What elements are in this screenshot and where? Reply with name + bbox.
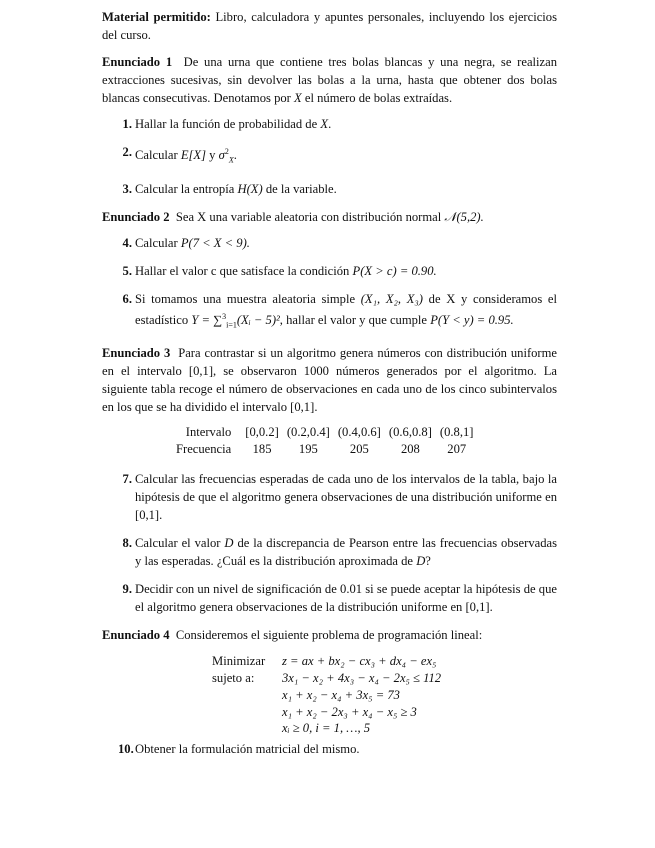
question-number: 10. [118, 742, 134, 757]
math-X: X [294, 91, 302, 105]
enunciado-label: Enunciado 2 [102, 209, 170, 224]
math-interval: [0,1] [188, 364, 214, 379]
question-text: Calcular el valor D de la discrepancia de Pearson entre las frecuencias observadas y las esperadas. ¿Cuál es la distribución aproximada de D? [135, 536, 558, 569]
enunciado-text: Para contrastar si un algoritmo genera números con distribución uniforme en el intervalo [102, 346, 558, 379]
enunciado-text: Sea X una variable aleatoria con distribución normal [175, 209, 442, 224]
table-cell: 207 [447, 442, 467, 457]
lp-objective-row [212, 652, 436, 670]
table-cell: 205 [349, 442, 369, 457]
row-label: Intervalo [185, 425, 232, 440]
question-item [118, 115, 557, 133]
row-label: Frecuencia [176, 442, 232, 457]
table-cell: 208 [400, 442, 420, 457]
enunciado-label: Enunciado 1 [102, 55, 173, 69]
math-interval: [0,1] [290, 400, 315, 415]
enunciado-1 [102, 53, 557, 107]
lp-constraint: 3x₁ − x₂ + 4x₃ − x₄ − 2x₅ ≤ 112 [282, 671, 442, 686]
question-text: Si tomamos una muestra aleatoria simple (X₁, X₂, X₃) de X y consideramos el estadístico Y = ∑$^3_{i=1}$(Xᵢ − 5)², hallar el valor y que cumple P(Y < y) = 0.95. [135, 291, 557, 330]
enunciado-label: Enunciado 3 [102, 346, 171, 361]
question-text: Hallar el valor c que satisface la condición P(X > c) = 0.90. [135, 263, 437, 278]
question-number: 7. [122, 472, 132, 487]
lp-constraint: x₁ + x₂ − x₄ + 3x₅ = 73 [282, 688, 400, 703]
exam-page [102, 8, 557, 768]
question-number: 4. [122, 235, 132, 250]
question-text: Calcular E[X] y $\sigma^2_X$. [135, 147, 237, 165]
item-list-2 [118, 234, 557, 335]
question-number: 8. [122, 536, 132, 551]
lp-subject-label: sujeto a: [212, 671, 255, 686]
item-list-1 [118, 115, 557, 198]
table-cell: (0.4,0.6] [337, 425, 381, 440]
enunciado-text: Consideremos el siguiente problema de programación lineal: [175, 628, 483, 643]
frequency-row [172, 441, 478, 458]
question-text: Calcular P(7 < X < 9). [135, 235, 250, 250]
lp-constraint: xᵢ ≥ 0, i = 1, …, 5 [282, 721, 371, 736]
enunciado-3: Enunciado 3 Para contrastar si un algoritmo genera números con distribución uniforme en el intervalo [0,1], se observaron 1000 números generados por el algoritmo. La siguiente tabla recoge el número de observaciones en cada uno de los cinco subintervalos en los que se ha dividido el intervalo [0,1]. [102, 346, 558, 415]
lp-objective: z = ax + bx₂ − cx₃ + dx₄ − ex₅ [282, 654, 437, 669]
lp-constraint-row [212, 719, 370, 737]
enunciado-text: , se observaron 1000 números generados por el algoritmo. La siguiente tabla recoge el número de observaciones en cada uno de los cinco subintervalos en los que se ha dividido el intervalo [102, 364, 557, 415]
item-list-4 [118, 740, 557, 758]
enunciado-text: el número de bolas extraídas. [304, 91, 453, 105]
question-item [118, 262, 557, 280]
question-item [118, 580, 557, 616]
question-number: 6. [122, 291, 132, 306]
frequency-table [172, 424, 478, 458]
question-item [118, 234, 557, 252]
lp-constraint: x₁ + x₂ − 2x₃ + x₄ − x₅ ≥ 3 [282, 705, 417, 720]
lp-constraint-row [212, 669, 441, 687]
table-cell: (0.8,1] [439, 425, 474, 440]
math-normal: 𝒩(5,2). [444, 209, 484, 224]
item-list-3 [118, 470, 557, 616]
interval-row [172, 424, 478, 441]
question-item [118, 180, 557, 198]
table-cell: 195 [298, 442, 318, 457]
intro-text: Libro, calculadora y apuntes personales, incluyendo los ejercicios del curso. [102, 10, 557, 42]
lp-constraint-row [212, 686, 400, 704]
question-number: 9. [122, 582, 132, 597]
enunciado-label: Enunciado 4 [102, 628, 170, 643]
question-number: 2. [122, 145, 132, 159]
question-text: Obtener la formulación matricial del mismo. [135, 742, 360, 757]
enunciado-2 [102, 208, 557, 226]
intro-paragraph [102, 8, 557, 44]
question-number: 1. [122, 117, 132, 131]
table-cell: [0,0.2] [245, 425, 279, 440]
enunciado-4 [102, 626, 557, 644]
linear-program [102, 652, 557, 736]
question-item [118, 470, 557, 524]
table-cell: (0.2,0.4] [286, 425, 330, 440]
question-text: Calcular las frecuencias esperadas de cada uno de los intervalos de la tabla, bajo la hipótesis de que el algoritmo genera observaciones de una distribución uniforme en [0,1]. [135, 472, 557, 523]
question-item [118, 740, 557, 758]
intro-label: Material permitido: [102, 10, 211, 24]
question-number: 3. [122, 181, 132, 196]
question-text: Hallar la función de probabilidad de X. [135, 117, 332, 131]
question-item [118, 290, 557, 335]
enunciado-text: De una urna que contiene tres bolas blancas y una negra, se realizan extracciones sucesivas, sin devolver las bolas a la urna, hasta que obtener dos bolas blancas consecutivas. Denotamos por [102, 55, 558, 105]
question-text: Decidir con un nivel de significación de 0.01 si se puede aceptar la hipótesis de que el algoritmo genera observaciones de la distribución uniforme en [0,1]. [135, 582, 557, 615]
lp-minimize-label: Minimizar [212, 654, 266, 669]
question-item [118, 143, 557, 170]
question-number: 5. [122, 263, 132, 278]
question-item [118, 534, 557, 570]
table-cell: 185 [252, 442, 272, 457]
table-cell: (0.6,0.8] [388, 425, 432, 440]
question-text: Calcular la entropía H(X) de la variable. [135, 181, 337, 196]
